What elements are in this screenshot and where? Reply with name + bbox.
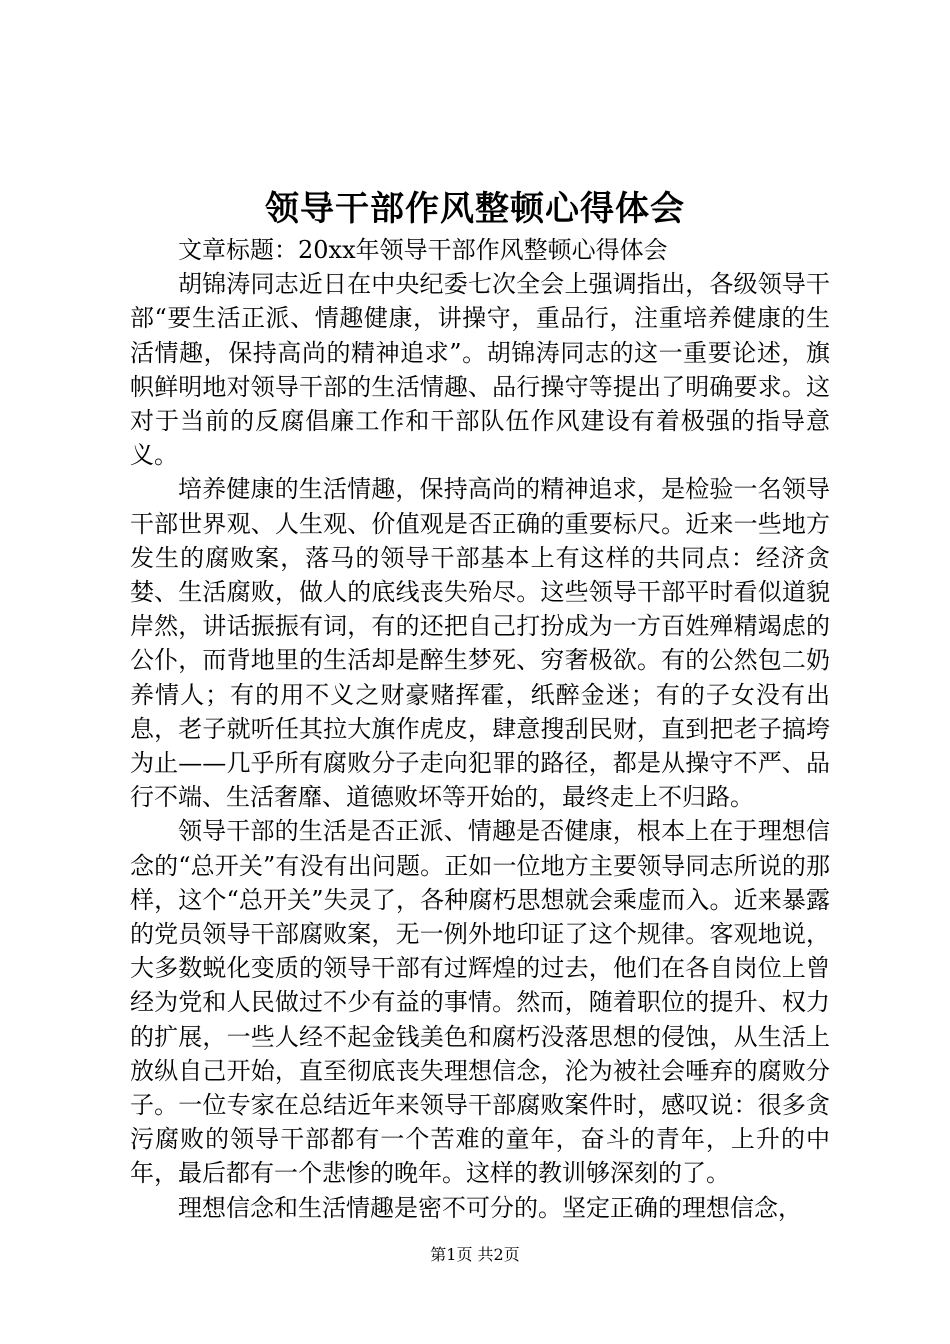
body-paragraph: 理想信念和生活情趣是密不可分的。坚定正确的理想信念， — [178, 1193, 802, 1222]
body-paragraph: 培养健康的生活情趣，保持高尚的精神追求，是检验一名领导干部世界观、人生观、价值观是否正确的重要标尺。近来一些地方发生的腐败案，落马的领导干部基本上有这样的共同点：经济贪婪、生活腐败，做人的底线丧失殆尽。这些领导干部平时看似道貌岸然，讲话振振有词，有的还把自己打扮成为一方百姓殚精竭虑的公仆，而背地里的生活却是醉生梦死、穷奢极欲。有的公然包二奶养情人；有的用不义之财豪赌挥霍，纸醉金迷；有的子女没有出息，老子就听任其拉大旗作虎皮，肆意搜刮民财，直到把老子搞垮为止——几乎所有腐败分子走向犯罪的路径，都是从操守不严、品行不端、生活奢靡、道德败坏等开始的，最终走上不归路。 — [130, 475, 830, 812]
page-footer: 第1页 共2页 — [430, 1245, 520, 1264]
article-heading-line: 文章标题：20xx年领导干部作风整顿心得体会 — [178, 236, 668, 264]
document-body — [130, 233, 830, 1225]
document-title: 领导干部作风整顿心得体会 — [265, 189, 685, 229]
body-paragraph: 胡锦涛同志近日在中央纪委七次全会上强调指出，各级领导干部“要生活正派、情趣健康，讲操守，重品行，注重培养健康的生活情趣，保持高尚的精神追求”。胡锦涛同志的这一重要论述，旗帜鲜明地对领导干部的生活情趣、品行操守等提出了明确要求。这对于当前的反腐倡廉工作和干部队伍作风建设有着极强的指导意义。 — [130, 270, 830, 470]
body-paragraph: 领导干部的生活是否正派、情趣是否健康，根本上在于理想信念的“总开关”有没有出问题。正如一位地方主要领导同志所说的那样，这个“总开关”失灵了，各种腐朽思想就会乘虚而入。近来暴露的党员领导干部腐败案，无一例外地印证了这个规律。客观地说，大多数蜕化变质的领导干部有过辉煌的过去，他们在各自岗位上曾经为党和人民做过不少有益的事情。然而，随着职位的提升、权力的扩展，一些人经不起金钱美色和腐朽没落思想的侵蚀，从生活上放纵自己开始，直至彻底丧失理想信念，沦为被社会唾弃的腐败分子。一位专家在总结近年来领导干部腐败案件时，感叹说：很多贪污腐败的领导干部都有一个苦难的童年，奋斗的青年，上升的中年，最后都有一个悲惨的晚年。这样的教训够深刻的了。 — [130, 817, 830, 1188]
